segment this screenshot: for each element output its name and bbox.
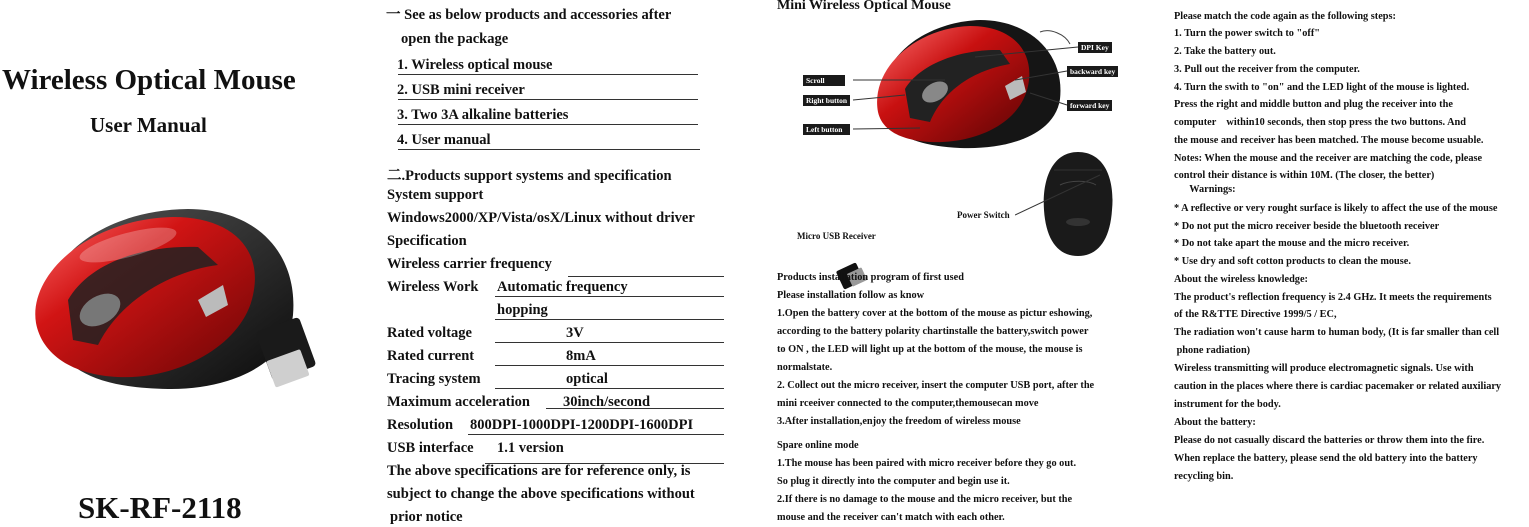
callout-forward-key: forward key — [1067, 100, 1112, 111]
callout-dpi-key: DPI Key — [1078, 42, 1112, 53]
install-line: according to the battery polarity chartinstalle the battery,switch power — [777, 326, 1089, 337]
wireless-line: of the R&TTE Directive 1999/5 / EC, — [1174, 309, 1337, 320]
label-power-switch: Power Switch — [957, 210, 1010, 220]
spec-resolution-value: 800DPI-1000DPI-1200DPI-1600DPI — [470, 417, 694, 433]
warning-item: * Use dry and soft cotton products to clean the mouse. — [1174, 256, 1411, 267]
spec-usb-label: USB interface — [387, 440, 474, 456]
package-heading-cont: open the package — [401, 31, 509, 47]
warnings-heading: Warnings: — [1174, 184, 1236, 195]
pairing-line: Press the right and middle button and plug the receiver into the — [1174, 99, 1453, 110]
install-subheading: Please installation follow as know — [777, 290, 925, 301]
callout-backward-key: backward key — [1067, 66, 1118, 77]
spec-tracing-value: optical — [566, 371, 608, 387]
wireless-line: phone radiation) — [1174, 345, 1251, 356]
model-number: SK-RF-2118 — [78, 490, 242, 525]
pairing-line: Notes: When the mouse and the receiver are matching the code, please — [1174, 153, 1483, 164]
spec-note: The above specifications are for reference only, is — [387, 463, 691, 479]
pairing-line: control their distance is within 10M. (The closer, the better) — [1174, 170, 1435, 181]
pairing-line: computer within10 seconds, then stop press the two buttons. And — [1174, 117, 1466, 128]
spare-line: So plug it directly into the computer and begin use it. — [777, 476, 1010, 487]
install-line: 3.After installation,enjoy the freedom of wireless mouse — [777, 416, 1021, 427]
diagram-title: Mini Wireless Optical Mouse — [777, 0, 951, 13]
label-micro-usb-receiver: Micro USB Receiver — [797, 231, 876, 241]
specification-label: Specification — [387, 233, 467, 249]
spec-current-label: Rated current — [387, 348, 475, 364]
specs-heading: 二.Products support systems and specification — [387, 168, 672, 184]
pairing-line: 1. Turn the power switch to "off" — [1174, 28, 1320, 39]
spec-accel-value: 30inch/second — [563, 394, 651, 410]
warning-item: * Do not put the micro receiver beside the bluetooth receiver — [1174, 221, 1440, 232]
power-switch-line — [1015, 170, 1110, 220]
package-item: 3. Two 3A alkaline batteries — [397, 107, 569, 123]
spec-resolution-label: Resolution — [387, 417, 454, 433]
callout-right-button: Right button — [803, 95, 850, 106]
spare-heading: Spare online mode — [777, 440, 859, 451]
system-support-label: System support — [387, 187, 484, 203]
mouse-photo — [28, 205, 348, 400]
install-heading: Products installation program of first used — [777, 272, 964, 283]
spec-accel-label: Maximum acceleration — [387, 394, 530, 410]
pairing-line: 2. Take the battery out. — [1174, 46, 1276, 57]
spec-tracing-label: Tracing system — [387, 371, 481, 387]
spec-work-value: Automatic frequency — [497, 279, 628, 295]
wireless-heading: About the wireless knowledge: — [1174, 274, 1308, 285]
pairing-line: Please match the code again as the following steps: — [1174, 11, 1396, 22]
pairing-line: 3. Pull out the receiver from the computer. — [1174, 64, 1360, 75]
wireless-line: instrument for the body. — [1174, 399, 1281, 410]
pairing-line: the mouse and receiver has been matched. The mouse become usuable. — [1174, 135, 1484, 146]
battery-heading: About the battery: — [1174, 417, 1256, 428]
spec-voltage-label: Rated voltage — [387, 325, 472, 341]
package-item: 4. User manual — [397, 132, 491, 148]
wireless-line: The radiation won't cause harm to human body, (It is far smaller than cell — [1174, 327, 1500, 338]
battery-line: recycling bin. — [1174, 471, 1234, 482]
callout-scroll: Scroll — [803, 75, 845, 86]
pairing-line: 4. Turn the swith to "on" and the LED light of the mouse is lighted. — [1174, 82, 1470, 93]
cover-title: Wireless Optical Mouse — [2, 64, 296, 96]
spare-line: mouse and the receiver can't match with each other. — [777, 512, 1005, 523]
supported-systems: Windows2000/XP/Vista/osX/Linux without driver — [387, 210, 695, 226]
spec-usb-value: 1.1 version — [497, 440, 564, 456]
spec-work-value-cont: hopping — [497, 302, 548, 318]
install-line: normalstate. — [777, 362, 833, 373]
wireless-line: caution in the places where there is cardiac pacemaker or related auxiliary — [1174, 381, 1502, 392]
package-heading: 一 See as below products and accessories after — [386, 7, 672, 23]
cover-subtitle: User Manual — [90, 113, 207, 137]
install-line: to ON , the LED will light up at the bottom of the mouse, the mouse is — [777, 344, 1083, 355]
spare-line: 1.The mouse has been paired with micro receiver before they go out. — [777, 458, 1077, 469]
wireless-line: Wireless transmitting will produce electromagnetic signals. Use with — [1174, 363, 1474, 374]
spec-voltage-value: 3V — [566, 325, 584, 341]
package-item: 1. Wireless optical mouse — [397, 57, 553, 73]
spare-line: 2.If there is no damage to the mouse and the micro receiver, but the — [777, 494, 1073, 505]
package-item: 2. USB mini receiver — [397, 82, 525, 98]
warning-item: * A reflective or very rought surface is likely to affect the use of the mouse — [1174, 203, 1498, 214]
wireless-line: The product's reflection frequency is 2.4 GHz. It meets the requirements — [1174, 292, 1492, 303]
spec-carrier-label: Wireless carrier frequency — [387, 256, 552, 272]
install-line: 2. Collect out the micro receiver, insert the computer USB port, after the — [777, 380, 1095, 391]
spec-current-value: 8mA — [566, 348, 596, 364]
install-line: mini rceeiver connected to the computer,themousecan move — [777, 398, 1039, 409]
battery-line: Please do not casually discard the batteries or throw them into the fire. — [1174, 435, 1485, 446]
spec-note: prior notice — [390, 509, 463, 525]
spec-work-label: Wireless Work — [387, 279, 479, 295]
warning-item: * Do not take apart the mouse and the micro receiver. — [1174, 238, 1410, 249]
spec-note: subject to change the above specifications without — [387, 486, 695, 502]
install-line: 1.Open the battery cover at the bottom of the mouse as pictur eshowing, — [777, 308, 1093, 319]
callout-left-button: Left button — [803, 124, 850, 135]
battery-line: When replace the battery, please send the old battery into the battery — [1174, 453, 1478, 464]
